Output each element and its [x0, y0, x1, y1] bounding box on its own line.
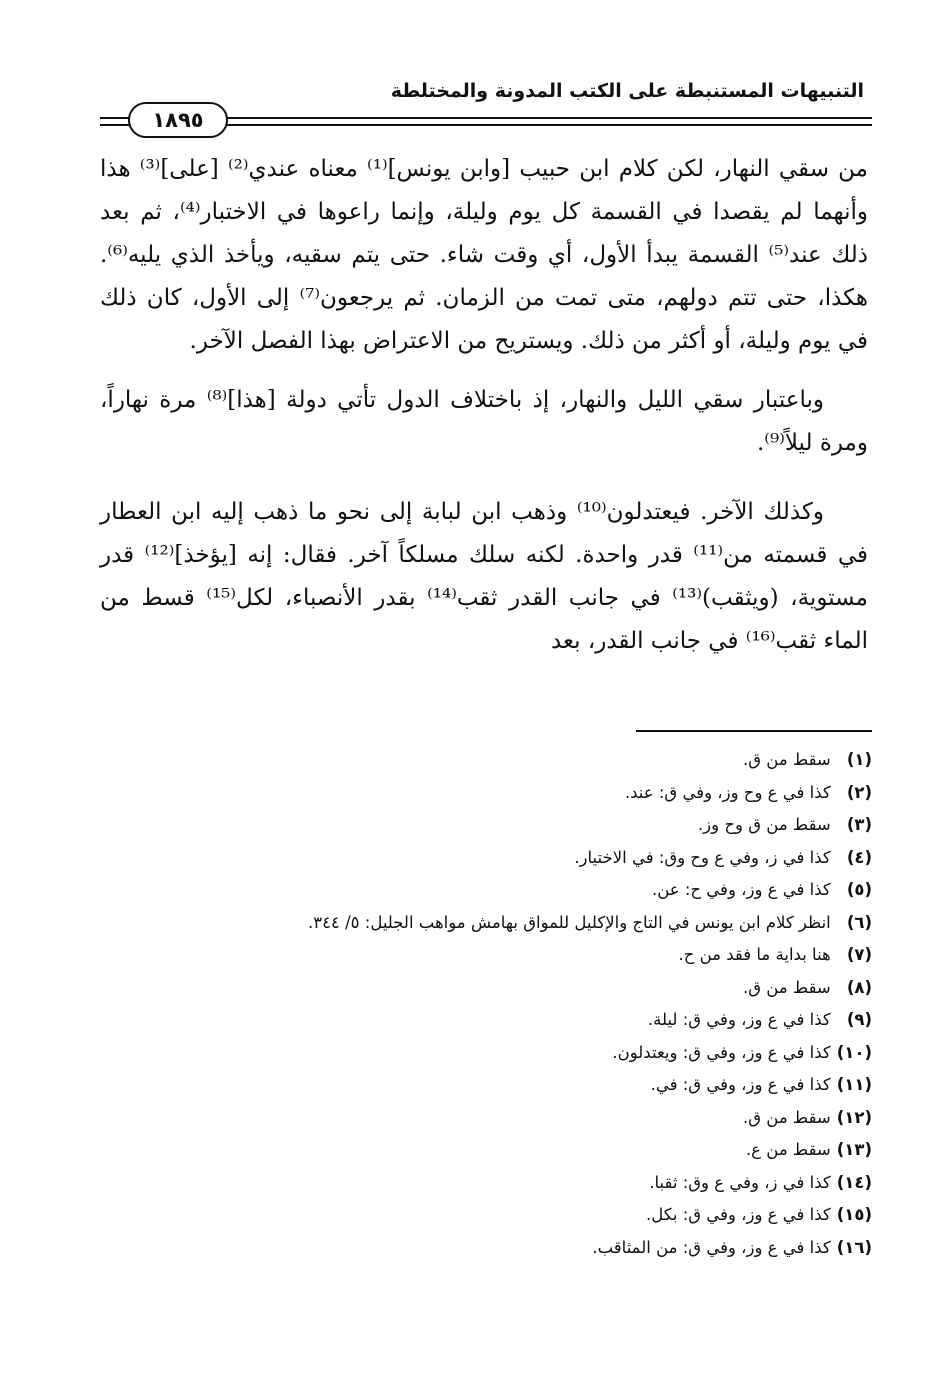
footnote-text: كذا في ع وز، وفي ق: ويعتدلون.	[612, 1042, 831, 1062]
footnote	[100, 744, 872, 777]
footnote-number: (١٠)	[836, 1042, 872, 1062]
footnote	[100, 939, 872, 972]
footnote-text: كذا في ع وح وز، وفي ق: عند.	[624, 782, 831, 802]
footnote	[100, 907, 872, 940]
page-number: ١٨٩٥	[128, 102, 228, 138]
footnote	[100, 1069, 872, 1102]
footnote-text: كذا في ع وز، وفي ق: من المثاقب.	[592, 1237, 831, 1257]
footnote-text: سقط من ق.	[742, 1107, 831, 1127]
running-title: التنبيهات المستنبطة على الكتب المدونة والمختلطة	[390, 80, 864, 102]
footnote-number: (٢)	[846, 782, 872, 802]
footnote-text: كذا في ع وز، وفي ق: بكل.	[646, 1205, 831, 1224]
paragraph: من سقي النهار، لكن كلام ابن حبيب [وابن يونس]⁽¹⁾ معناه عندي⁽²⁾ [على]⁽³⁾ هذا وأنهما لم يقصدا في القسمة كل يوم وليلة، وإنما راعوها في الاختبار⁽⁴⁾، ثم بعد ذلك عند⁽⁵⁾ القسمة يبدأ الأول، أي وقت شاء. حتى يتم سقيه، ويأخذ الذي يليه⁽⁶⁾. هكذا، حتى تتم دولهم، متى تمت من الزمان. ثم يرجعون⁽⁷⁾ إلى الأول، كان ذلك في يوم وليلة، أو أكثر من ذلك. ويستريح من الاعتراض بهذا الفصل الآخر.	[100, 156, 868, 354]
footnotes-list	[100, 744, 872, 1264]
footnote	[100, 1102, 872, 1135]
footnote-number: (٩)	[846, 1010, 872, 1029]
footnote-number: (١)	[846, 750, 872, 769]
footnote-number: (٨)	[846, 977, 872, 997]
footnote-number: (١١)	[836, 1075, 872, 1094]
footnote	[100, 777, 872, 810]
footnote-separator	[636, 730, 872, 732]
footnote-text: سقط من ق وح وز.	[697, 815, 831, 834]
footnote-number: (١٦)	[836, 1237, 872, 1257]
paragraph: وباعتبار سقي الليل والنهار، إذ باختلاف الدول تأتي دولة [هذا]⁽⁸⁾ مرة نهاراً، ومرة ليلاً⁽⁹⁾.	[100, 387, 868, 456]
paragraph: وكذلك الآخر. فيعتدلون⁽¹⁰⁾ وذهب ابن لبابة إلى نحو ما ذهب إليه ابن العطار في قسمته من⁽¹¹⁾ قدر واحدة. لكنه سلك مسلكاً آخر. فقال: إنه [يؤخذ]⁽¹²⁾ قدر مستوية، (ويثقب)⁽¹³⁾ في جانب القدر ثقب⁽¹⁴⁾ بقدر الأنصباء، لكل⁽¹⁵⁾ قسط من الماء ثقب⁽¹⁶⁾ في جانب القدر، بعد	[100, 499, 869, 654]
footnote-text: كذا في ع وز، وفي ح: عن.	[651, 880, 831, 899]
footnote-number: (١٤)	[836, 1172, 872, 1192]
footnote-text: كذا في ع وز، وفي ق: ليلة.	[647, 1010, 831, 1029]
footnote	[100, 874, 872, 907]
footnote	[100, 972, 872, 1005]
footnote-text: كذا في ز، وفي ع وح وق: في الاختيار.	[574, 847, 831, 867]
footnote-number: (٦)	[846, 912, 872, 932]
footnote-number: (٧)	[846, 945, 872, 964]
footnote-text: كذا في ز، وفي ع وق: ثقبا.	[649, 1172, 831, 1192]
footnote	[100, 1037, 872, 1070]
footnote-number: (٥)	[846, 880, 872, 899]
footnote-number: (١٥)	[836, 1205, 872, 1224]
footnote	[100, 809, 872, 842]
footnote	[100, 1004, 872, 1037]
footnote	[100, 1232, 872, 1265]
footnote	[100, 842, 872, 875]
footnote-text: انظر كلام ابن يونس في التاج والإكليل للمواق بهامش مواهب الجليل: ٥/ ٣٤٤.	[308, 912, 831, 932]
main-text	[100, 148, 868, 663]
footnote-text: سقط من ع.	[745, 1140, 831, 1159]
footnote-number: (١٣)	[836, 1140, 872, 1159]
footnote	[100, 1199, 872, 1232]
footnote-text: هنا بداية ما فقد من ح.	[678, 945, 831, 964]
footnote-text: كذا في ع وز، وفي ق: في.	[650, 1075, 831, 1094]
footnote-number: (٣)	[846, 815, 872, 834]
footnote-number: (٤)	[846, 847, 872, 867]
footnote	[100, 1134, 872, 1167]
footnote	[100, 1167, 872, 1200]
footnote-text: سقط من ق.	[742, 750, 831, 769]
footnote-text: سقط من ق.	[742, 977, 831, 997]
footnote-number: (١٢)	[836, 1107, 872, 1127]
